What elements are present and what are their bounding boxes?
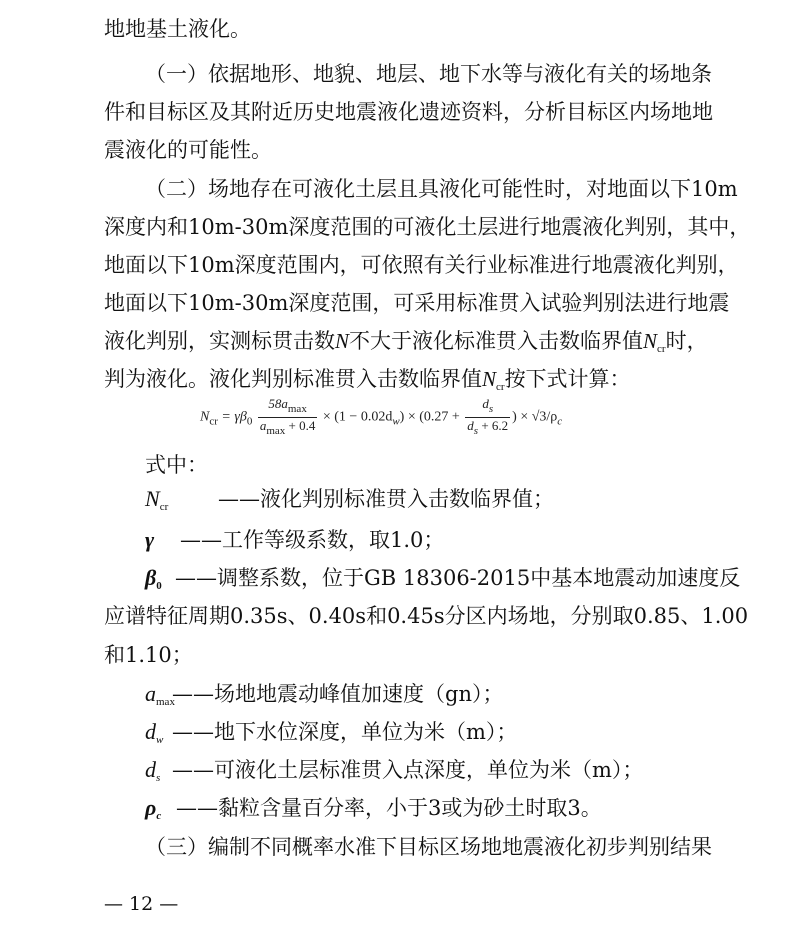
fraction-amax: $\frac{58a_{max}}{a_{max} + 0.4}$ <box>259 396 316 437</box>
dw-symbol: $d_w$ <box>145 719 164 746</box>
text-line: 件和目标区及其附近历史地震液化遗迹资料，分析目标区内场地地 <box>104 100 713 124</box>
definition-text: ——液化判别标准贯入击数临界值； <box>218 487 554 511</box>
ncr-symbol: $N_{cr}$ <box>145 486 169 513</box>
text-line: 地面以下10m深度范围内，可依照有关行业标准进行地震液化判别， <box>104 253 739 277</box>
ncr-symbol: $N_{cr}$ <box>643 329 666 355</box>
ds-symbol: $d_s$ <box>145 757 161 784</box>
definition-text: 和1.10； <box>104 643 193 667</box>
definition-text: ——调整系数，位于GB 18306-2015中基本地震动加速度反 <box>175 566 741 590</box>
definition-text: 应谱特征周期0.35s、0.40s和0.45s分区内场地，分别取0.85、1.00 <box>104 604 749 628</box>
page-number: — 12 — <box>104 893 179 915</box>
text-line: 震液化的可能性。 <box>104 138 272 162</box>
liquefaction-formula: $N_{cr} = \gamma\beta_0$ $\frac{58a_{max}}{a_{max} + 0.4}$ × $(1 - 0.02d_w) \times (0.27$ + $\frac{d_s}{d_s + 6.2}$ ) × $√3/\rho_c$ <box>200 396 563 437</box>
gamma-symbol: γ <box>145 527 155 552</box>
text-line: 深度内和10m-30m深度范围的可液化土层进行地震液化判别，其中， <box>104 215 751 239</box>
definition-text: ——场地地震动峰值加速度（gn）； <box>172 682 504 706</box>
text-line: 判为液化。液化判别标准贯入击数临界值$N_{cr}$按下式计算： <box>104 367 631 393</box>
beta-symbol: $\beta_0$ <box>145 565 162 592</box>
definition-text: ——可液化土层标准贯入点深度，单位为米（m）； <box>172 758 644 782</box>
amax-symbol: $a_{max}$ <box>145 681 175 708</box>
fraction-ds: $\frac{d_s}{d_s + 6.2}$ <box>467 396 509 437</box>
rho-symbol: $\rho_c$ <box>145 795 162 822</box>
text-line: 地地基土液化。 <box>104 17 251 41</box>
text-line: （二）场地存在可液化土层且具液化可能性时，对地面以下10m <box>145 177 738 201</box>
text-line: 地面以下10m-30m深度范围，可采用标准贯入试验判别法进行地震 <box>104 291 730 315</box>
ncr-symbol: $N_{cr}$ <box>482 367 505 393</box>
text-line: （三）编制不同概率水准下目标区场地地震液化初步判别结果 <box>145 835 712 859</box>
text-line: 式中： <box>145 453 208 477</box>
definition-text: ——工作等级系数，取1.0； <box>180 528 445 552</box>
definition-text: ——地下水位深度，单位为米（m）； <box>172 720 518 744</box>
n-symbol: N <box>335 329 350 353</box>
text-line: 液化判别，实测标贯击数N不大于液化标准贯入击数临界值$N_{cr}$时， <box>104 329 708 355</box>
definition-text: ——黏粒含量百分率，小于3或为砂土时取3。 <box>176 796 602 820</box>
text-line: （一）依据地形、地貌、地层、地下水等与液化有关的场地条 <box>145 62 712 86</box>
